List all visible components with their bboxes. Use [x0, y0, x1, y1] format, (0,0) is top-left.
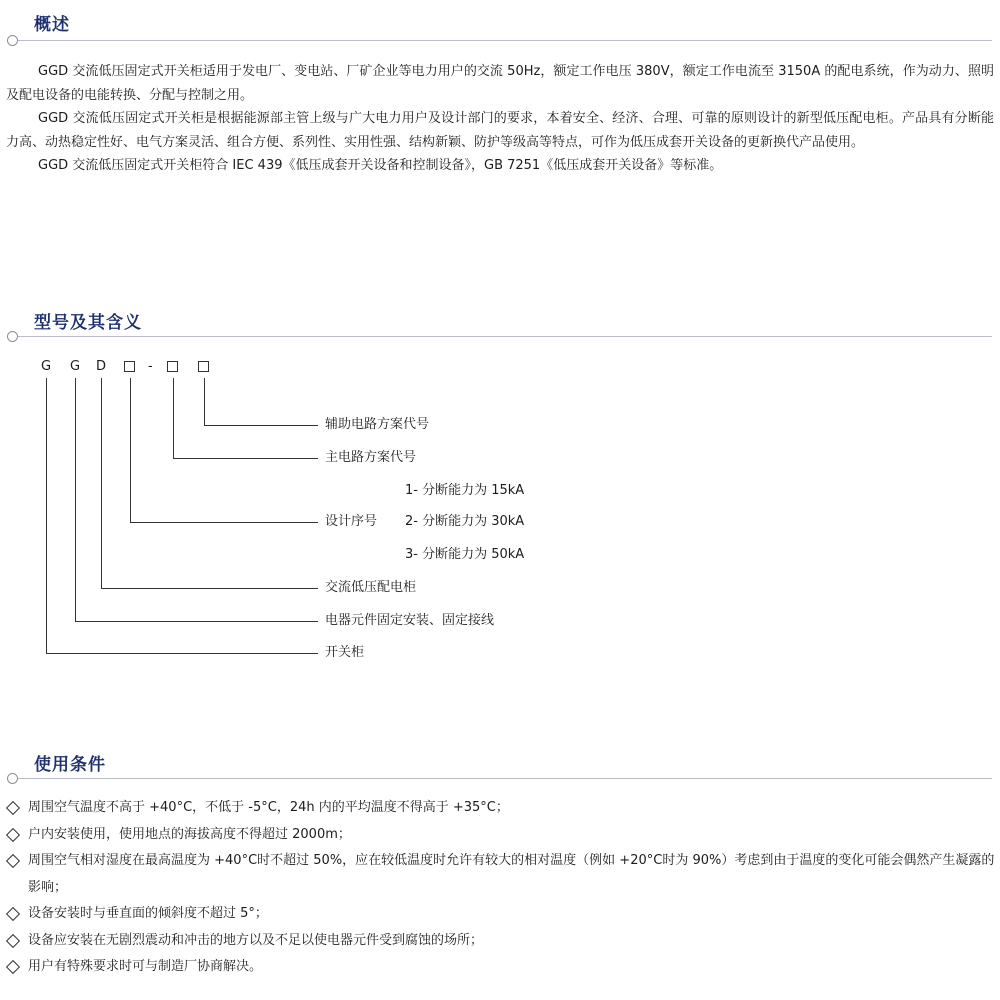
label-fixed-install: 电器元件固定安装、固定接线: [325, 613, 495, 628]
connector-line: [46, 653, 318, 654]
connector-line: [46, 378, 47, 653]
label-capacity-15ka: 1- 分断能力为 15kA: [405, 483, 525, 498]
diamond-bullet-icon: [6, 801, 20, 815]
connector-line: [101, 378, 102, 588]
section-divider: [10, 778, 992, 779]
section-title-model: 型号及其含义: [34, 313, 142, 333]
section-ring-icon: [7, 35, 18, 46]
diamond-bullet-icon: [6, 854, 20, 868]
condition-item: [6, 822, 996, 849]
section-title-conditions: 使用条件: [34, 755, 106, 775]
condition-item: [6, 901, 996, 928]
connector-line: [204, 425, 318, 426]
condition-text: 设备安装时与垂直面的倾斜度不超过 5°；: [28, 906, 268, 921]
connector-line: [130, 522, 318, 523]
label-capacity-30ka: 2- 分断能力为 30kA: [405, 514, 525, 529]
conditions-list: [6, 795, 996, 981]
condition-text: 周围空气温度不高于 +40°C，不低于 -5°C，24h 内的平均温度不得高于 +35°C；: [28, 800, 509, 815]
condition-text: 设备应安装在无剧烈震动和冲击的地方以及不足以使电器元件受到腐蚀的场所；: [28, 932, 484, 948]
overview-paragraph-1: GGD 交流低压固定式开关柜适用于发电厂、变电站、厂矿企业等电力用户的交流 50Hz，额定工作电压 380V，额定工作电流至 3150A 的配电系统，作为动力、照明及配电设备的电能转换、分配与控制之用。: [6, 64, 994, 103]
overview-paragraph-2: GGD 交流低压固定式开关柜是根据能源部主管上级与广大电力用户及设计部门的要求，本着安全、经济、合理、可靠的原则设计的新型低压配电柜。产品具有分断能力高、动热稳定性好、电气方案灵活、组合方便、系列性、实用性强、结构新颖、防护等级高等特点，可作为低压成套开关设备的更新换代产品使用。: [6, 111, 994, 150]
section-divider: [10, 40, 992, 41]
code-char-dash: -: [148, 359, 153, 374]
condition-text: 用户有特殊要求时可与制造厂协商解决。: [28, 959, 263, 974]
connector-line: [101, 588, 318, 589]
label-main-circuit: 主电路方案代号: [325, 450, 417, 465]
section-ring-icon: [7, 331, 18, 342]
label-switch-cabinet: 开关柜: [325, 645, 365, 660]
diamond-bullet-icon: [6, 933, 20, 947]
code-box-design-serial: [124, 361, 135, 372]
section-title-overview: 概述: [34, 15, 70, 35]
condition-item: [6, 954, 996, 981]
condition-text: 户内安装使用，使用地点的海拔高度不得超过 2000m；: [28, 826, 351, 842]
diamond-bullet-icon: [6, 960, 20, 974]
connector-line: [204, 378, 205, 425]
label-aux-circuit: 辅助电路方案代号: [325, 417, 430, 432]
code-char-d: D: [96, 359, 107, 374]
diamond-bullet-icon: [6, 907, 20, 921]
code-char-g1: G: [41, 359, 52, 374]
condition-text: 周围空气相对湿度在最高温度为 +40°C时不超过 50%，应在较低温度时允许有较大的相对温度（例如 +20°C时为 90%）考虑到由于温度的变化可能会偶然产生凝露的影响；: [28, 853, 995, 895]
code-char-g2: G: [70, 359, 81, 374]
overview-paragraph-3: GGD 交流低压固定式开关柜符合 IEC 439《低压成套开关设备和控制设备》，GB 7251《低压成套开关设备》等标准。: [38, 158, 723, 173]
overview-text: [6, 60, 994, 178]
connector-line: [75, 621, 318, 622]
connector-line: [75, 378, 76, 621]
label-capacity-50ka: 3- 分断能力为 50kA: [405, 547, 525, 562]
condition-item: [6, 848, 996, 901]
connector-line: [173, 458, 318, 459]
connector-line: [130, 378, 131, 522]
connector-line: [173, 378, 174, 458]
section-ring-icon: [7, 773, 18, 784]
section-divider: [10, 336, 992, 337]
condition-item: [6, 928, 996, 955]
condition-item: [6, 795, 996, 822]
diamond-bullet-icon: [6, 827, 20, 841]
code-box-main-circuit: [167, 361, 178, 372]
label-design-serial: 设计序号: [325, 514, 378, 529]
label-ac-lv-cabinet: 交流低压配电柜: [325, 580, 417, 595]
code-box-aux-circuit: [198, 361, 209, 372]
